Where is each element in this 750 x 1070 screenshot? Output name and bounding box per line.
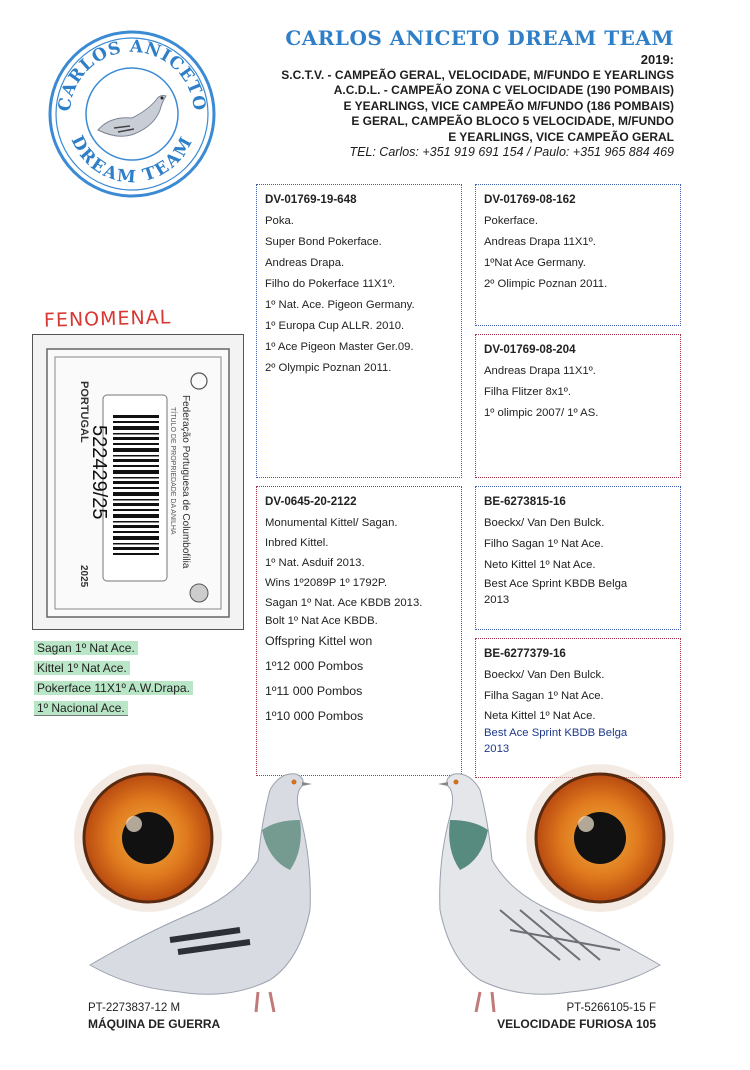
highlight-text: 1º Nacional Ace. [34, 701, 128, 716]
bird-caption-right [497, 1000, 656, 1032]
pedigree-line: Best Ace Sprint KBDB Belga [484, 727, 628, 739]
achievement-line: E YEARLINGS, VICE CAMPEÃO GERAL [448, 129, 674, 144]
achievement-line: S.C.T.V. - CAMPEÃO GERAL, VELOCIDADE, M/FUNDO E YEARLINGS [281, 67, 674, 82]
offspring-win: 1º11 000 Pombos [265, 684, 363, 698]
pedigree-line: Boeckx/ Van Den Bulck. [484, 517, 605, 529]
achievement-line: A.C.D.L. - CAMPEÃO ZONA C VELOCIDADE (190 POMBAIS) [333, 83, 674, 97]
pedigree-line: Super Bond Pokerface. [265, 236, 382, 248]
pedigree-line: Bolt 1º Nat Ace KBDB. [265, 615, 378, 627]
pedigree-line: 2º Olimpic Poznan 2011. [484, 278, 608, 290]
pedigree-card-sire-sire [475, 184, 681, 326]
pedigree-card-sire-dam [475, 334, 681, 478]
stamp-bottom-text: DREAM TEAM [66, 132, 198, 188]
pedigree-line: Andreas Drapa 11X1º. [484, 365, 596, 377]
certificate-ring-number: 522429/25 [88, 425, 110, 520]
season-year: 2019: [640, 52, 674, 67]
pedigree-line: 2013 [484, 594, 510, 606]
ring-number: BE-6273815-16 [484, 495, 566, 508]
ring-number: BE-6277379-16 [484, 647, 566, 660]
bird-portrait-icon [190, 584, 208, 602]
offspring-heading: Offspring Kittel won [265, 634, 373, 648]
bird-name-left: MÁQUINA DE GUERRA [88, 1017, 221, 1031]
pedigree-line: Andreas Drapa. [265, 257, 345, 269]
pedigree-line: Filho Sagan 1º Nat Ace. [484, 538, 604, 550]
offspring-win: 1º10 000 Pombos [265, 709, 364, 723]
stamp-top-text: CARLOS ANICETO [54, 36, 210, 113]
pedigree-card-sire [256, 184, 462, 478]
pedigree-card-dam [256, 486, 462, 776]
team-title: CARLOS ANICETO DREAM TEAM [285, 26, 674, 50]
pedigree-card-dam-dam [475, 638, 681, 778]
certificate-subtitle: TÍTULO DE PROPRIEDADE DA ANILHA [169, 407, 176, 535]
pedigree-line: Neto Kittel 1º Nat Ace. [484, 559, 596, 571]
svg-text:CARLOS ANICETO [55, 37, 210, 113]
handwritten-note: FENOMENAL [43, 306, 172, 332]
bird-name-right: VELOCIDADE FURIOSA 105 [497, 1017, 656, 1031]
pedigree-card-dam-sire [475, 486, 681, 630]
pedigree-line: Monumental Kittel/ Sagan. [265, 517, 398, 529]
highlight-text: Kittel 1º Nat Ace. [34, 661, 130, 675]
bird-caption-left [88, 1000, 220, 1032]
pedigree-line: Best Ace Sprint KBDB Belga [484, 578, 628, 590]
pedigree-line: Neta Kittel 1º Nat Ace. [484, 710, 596, 722]
pedigree-line: Filha Flitzer 8x1º. [484, 386, 571, 398]
ring-ownership-certificate [32, 334, 244, 630]
pedigree-line: Andreas Drapa 11X1º. [484, 236, 596, 248]
bird-ring-right: PT-5266105-15 F [566, 1002, 656, 1014]
ring-number: DV-0645-20-2122 [265, 495, 357, 508]
pedigree-line: 1º Europa Cup ALLR. 2010. [265, 320, 405, 332]
highlight-item [34, 678, 193, 698]
offspring-win: 1º12 000 Pombos [265, 659, 364, 673]
certificate-country: PORTUGAL [78, 381, 90, 443]
highlight-text: Sagan 1º Nat Ace. [34, 641, 138, 655]
highlighted-achievements [34, 638, 193, 718]
header-achievements [234, 52, 674, 161]
highlight-text: Pokerface 11X1º A.W.Drapa. [34, 681, 193, 695]
ring-number: DV-01769-08-162 [484, 193, 576, 206]
pedigree-line: 1º Ace Pigeon Master Ger.09. [265, 341, 414, 353]
highlight-item [34, 638, 193, 658]
pedigree-line: Wins 1º2089P 1º 1792P. [265, 577, 388, 589]
pedigree-line: Sagan 1º Nat. Ace KBDB 2013. [265, 597, 423, 609]
bird-ring-left: PT-2273837-12 M [88, 1002, 181, 1014]
certificate-year: 2025 [78, 565, 89, 588]
achievement-line: E GERAL, CAMPEÃO BLOCO 5 VELOCIDADE, M/FUNDO [351, 114, 674, 128]
highlight-item [34, 698, 193, 718]
pedigree-line: 1ºNat Ace Germany. [484, 257, 586, 269]
pedigree-line: Filho do Pokerface 11X1º. [265, 278, 396, 290]
eye-close-up-right [526, 764, 674, 912]
pedigree-line: Inbred Kittel. [265, 537, 329, 549]
team-stamp-logo [48, 30, 216, 198]
federation-name: Federação Portuguesa de Columbofilia [180, 395, 191, 569]
pedigree-line: 1º Nat. Ace. Pigeon Germany. [265, 299, 415, 311]
certificate-frame [33, 335, 245, 631]
pigeon-icon [98, 96, 166, 137]
pedigree-line: 1º olimpic 2007/ 1º AS. [484, 407, 599, 419]
pigeon-photos [0, 760, 750, 1020]
pedigree-line: Filha Sagan 1º Nat Ace. [484, 690, 604, 702]
contact-phones: TEL: Carlos: +351 919 691 154 / Paulo: +351 965 884 469 [349, 145, 674, 159]
eye-close-up-left [74, 764, 222, 912]
pedigree-line: 1º Nat. Asduif 2013. [265, 557, 365, 569]
ring-number: DV-01769-08-204 [484, 343, 576, 356]
achievement-line: E YEARLINGS, VICE CAMPEÃO M/FUNDO (186 POMBAIS) [343, 98, 674, 113]
pedigree-line: Boeckx/ Van Den Bulck. [484, 669, 605, 681]
pedigree-line: Poka. [265, 215, 294, 227]
ring-number: DV-01769-19-648 [265, 193, 357, 206]
pedigree-line: 2º Olympic Poznan 2011. [265, 362, 392, 374]
highlight-item [34, 658, 193, 678]
pedigree-line: Pokerface. [484, 215, 539, 227]
pedigree-line: 2013 [484, 743, 510, 755]
